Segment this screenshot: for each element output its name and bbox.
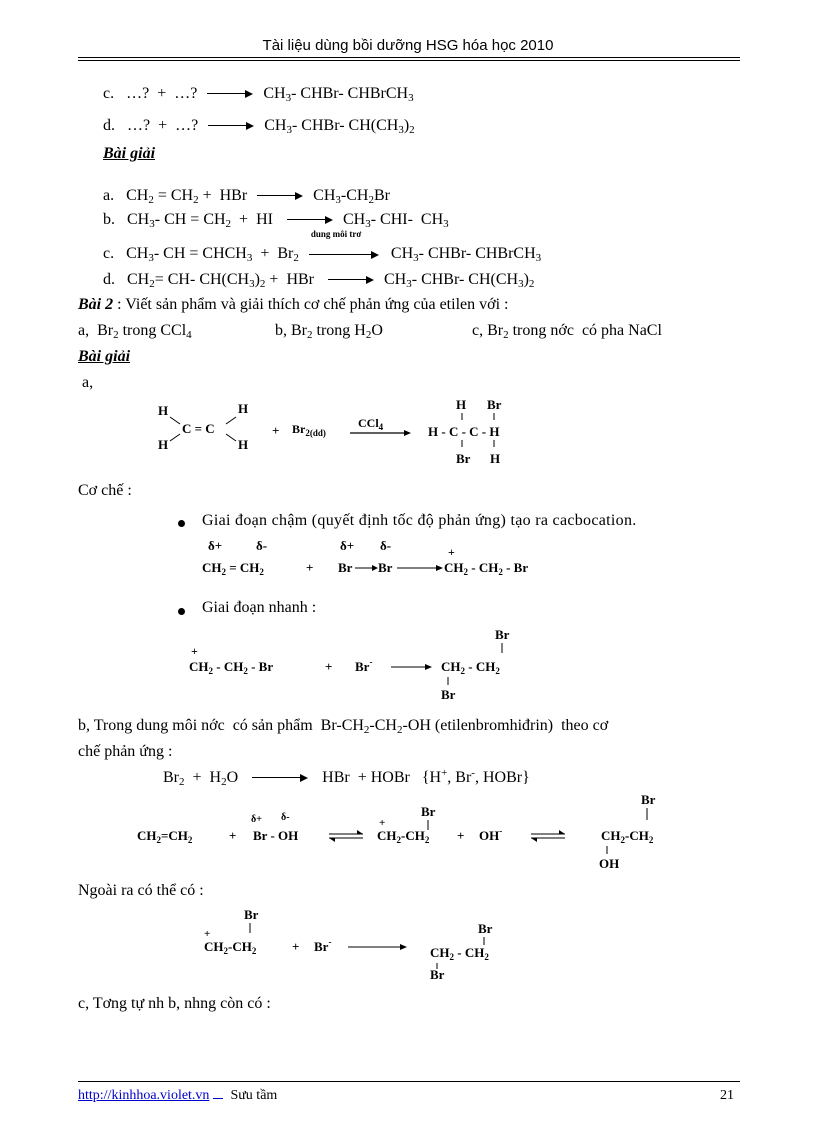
svg-text:+: +	[306, 560, 314, 575]
svg-text:H: H	[238, 437, 249, 452]
solution-d: d. $CH_2= CH-$ $CH(CH_3)_2$ + HBr $CH_3-$ CHBr- $CH(CH_3)_2$	[103, 271, 535, 290]
page-header: Tài liệu dùng bồi dưỡng HSG hóa học 2010	[262, 37, 554, 54]
svg-text:+: +	[292, 939, 300, 954]
bai2-text: : Viết sản phẩm và giải thích cơ chế phản ứng của etilen với :	[117, 296, 509, 313]
svg-text:δ-: δ-	[380, 538, 392, 553]
svg-text:δ-: δ-	[281, 812, 290, 823]
svg-text:Br: Br	[338, 560, 353, 575]
header-rule	[78, 57, 740, 58]
solution-c: c. $CH_3-$ CH = $CHCH_3 + Br_2$ dung môi trơ $CH_3-$ CHBr- CHBrCH$_3$	[103, 229, 542, 264]
svg-text:δ+: δ+	[340, 538, 355, 553]
part-a-label: a,	[82, 374, 94, 391]
solution-heading: Bài giải	[103, 145, 156, 162]
bullet-dot-1	[178, 514, 185, 532]
prev-d-label: d.	[103, 117, 115, 134]
bai2-label: Bài 2	[78, 296, 114, 313]
svg-text:CH2-CH2: $CH_2-CH_2$	[204, 939, 257, 956]
bullet-dot-2	[178, 602, 185, 620]
svg-text:+: +	[379, 817, 386, 829]
bai2-opt-b: b, $Br_2$ trong $H_2O$	[275, 322, 383, 341]
svg-text:Br-: Br-	[314, 937, 332, 954]
footer-link[interactable]: http://kinhhoa.violet.vn	[78, 1088, 210, 1103]
footer-source: Sưu tầm	[230, 1088, 278, 1103]
ngoai-ra-label: Ngoài ra có thể có :	[78, 882, 204, 899]
bullet-1-text: Giai đoạn chậm (quyết định tốc độ phản ứng) tạo ra cacbocation.	[202, 512, 637, 529]
reaction-a-diagram	[150, 395, 550, 470]
svg-text:Br: Br	[495, 627, 510, 642]
prev-d	[103, 117, 415, 135]
svg-text:Br: Br	[378, 560, 393, 575]
footer	[78, 1088, 277, 1104]
svg-text:CH2 = CH2: $CH_2 = CH_2$	[202, 560, 264, 577]
svg-text:Br: Br	[641, 792, 656, 807]
header-rule-2	[78, 60, 740, 61]
footer-rule	[78, 1081, 740, 1082]
part-b-eq: $Br_2 + H_2O$ HBr + HOBr {H+, Br-, HOBr}	[163, 767, 530, 788]
svg-text:Br: Br	[421, 804, 436, 819]
svg-text:Br: Br	[478, 921, 493, 936]
svg-text:CH2 - CH2: $CH_2 - CH_2$	[430, 945, 489, 962]
solution-b: b. $CH_3-$ CH = $CH_2$ + HI $CH_3-$ CHI- $CH_3$	[103, 211, 449, 230]
svg-text:CH2 - CH2 - Br: $CH_2 - CH_2$ - Br	[444, 560, 529, 577]
svg-text:+: +	[204, 928, 211, 940]
svg-text:CH2-CH2: $CH_2-CH_2$	[601, 828, 654, 845]
svg-text:CH2-CH2: $CH_2-CH_2$	[377, 828, 430, 845]
prev-d-rhs: $CH_3-$ CHBr- $CH(CH_3)_2$	[264, 117, 415, 136]
svg-text:+: +	[325, 659, 333, 674]
prev-c	[103, 85, 414, 103]
coche-label: Cơ chế :	[78, 482, 132, 499]
arrow-label: dung môi trơ	[310, 229, 362, 240]
part-b-line1: b, Trong dung môi nớc có sản phẩm $Br-CH_2-CH_2-OH$ (etilenbromhiđrin) theo cơ	[78, 717, 609, 736]
mechanism-step-1	[200, 538, 580, 580]
svg-text:CH2=CH2: $CH_2=CH_2$	[137, 828, 193, 845]
bai2-opt-a: a, $Br_2$ trong CCl$_4$	[78, 322, 192, 341]
svg-text:Br-: Br-	[355, 657, 373, 674]
page-number: 21	[720, 1088, 734, 1103]
svg-text:Br - OH: Br - OH	[253, 828, 299, 843]
svg-text:Br: Br	[456, 451, 471, 466]
svg-text:H - C - C - H: H - C - C - H	[428, 424, 500, 439]
bai2	[78, 296, 508, 314]
svg-text:H: H	[238, 401, 249, 416]
prev-c-label: c.	[103, 85, 115, 102]
svg-text:CCl4: CCl$_4$	[358, 416, 384, 432]
svg-text:Br: Br	[430, 967, 445, 982]
svg-text:+: +	[191, 644, 198, 658]
arrow-icon	[208, 121, 254, 131]
mechanism-step-2	[185, 625, 565, 705]
svg-text:δ+: δ+	[251, 814, 262, 825]
svg-text:OH-: OH-	[479, 826, 503, 843]
svg-text:+: +	[272, 423, 280, 438]
svg-text:+: +	[457, 828, 465, 843]
svg-text:+: +	[448, 545, 455, 559]
arrow-icon	[207, 89, 253, 99]
svg-text:OH: OH	[599, 856, 620, 871]
svg-text:H: H	[456, 397, 467, 412]
svg-text:H: H	[490, 451, 501, 466]
solution-a: a. $CH_2 = CH_2$ + HBr $CH_3-CH_2Br$	[103, 187, 390, 206]
svg-text:H: H	[158, 403, 169, 418]
svg-text:CH2 - CH2 - Br: $CH_2 - CH_2$ - Br	[189, 659, 274, 676]
prev-d-lhs: …? + …?	[127, 117, 199, 134]
svg-text:δ-: δ-	[256, 538, 268, 553]
bai2-heading: Bài giải	[78, 348, 131, 365]
svg-text:Br: Br	[244, 907, 259, 922]
bullet-2-text: Giai đoạn nhanh :	[202, 599, 317, 616]
prev-c-rhs: $CH_3-$ CHBr- CHBrCH$_3$	[263, 85, 414, 104]
svg-text:Br2(dd): $Br_{2(dd)}$	[292, 422, 326, 438]
svg-text:H: H	[158, 437, 169, 452]
svg-text:δ+: δ+	[208, 538, 223, 553]
part-b-line2: chế phản ứng :	[78, 743, 173, 760]
svg-text:Br: Br	[441, 687, 456, 702]
part-c-label: c, Tơng tự nh b, nhng còn có :	[78, 995, 271, 1012]
svg-text:+: +	[229, 828, 237, 843]
svg-text:Br: Br	[487, 397, 502, 412]
prev-c-lhs: …? + …?	[126, 85, 198, 102]
mechanism-extra	[200, 905, 530, 983]
bai2-opt-c: c, $Br_2$ trong nớc có pha NaCl	[472, 322, 662, 341]
mechanism-b	[135, 790, 695, 872]
svg-text:CH2 - CH2: $CH_2 - CH_2$	[441, 659, 500, 676]
svg-text:C = C: C = C	[182, 421, 215, 436]
